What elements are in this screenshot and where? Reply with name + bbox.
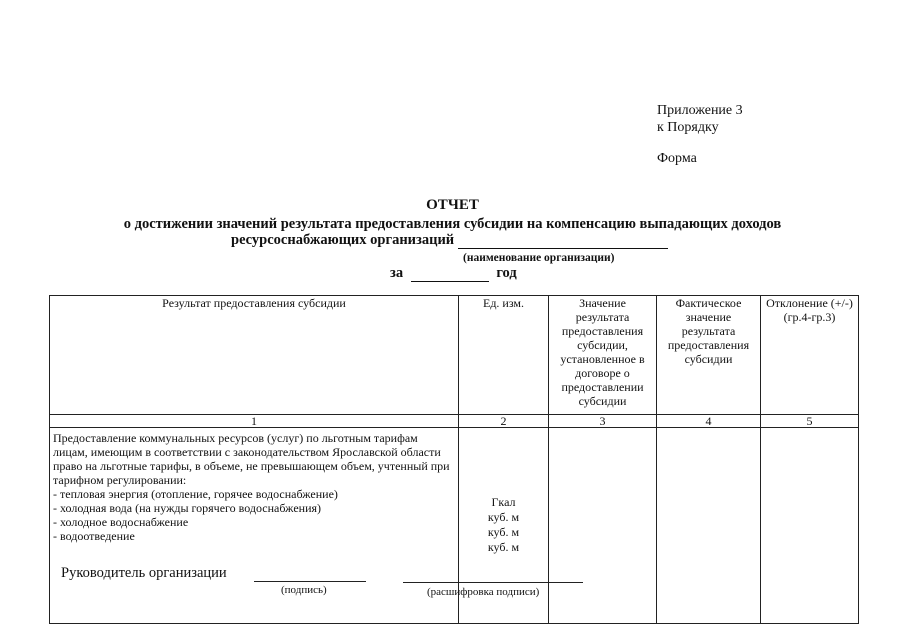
signature-caption: (подпись) (281, 584, 327, 596)
actual-value-cell[interactable] (657, 428, 761, 624)
header-planned-value: Значение результата предоставления субсидии, установленное в договоре о предоставлении субсидии (549, 296, 657, 415)
signature-decoding-caption: (расшифровка подписи) (427, 586, 540, 598)
unit-gcal: Гкал (491, 495, 516, 509)
unit-cubic-meter: куб. м (487, 540, 520, 554)
signature-line[interactable] (254, 581, 366, 582)
report-subtitle-line-1: о достижении значений результата предоставления субсидии на компенсацию выпадающих доходов (123, 216, 782, 232)
column-number-4: 4 (657, 415, 761, 428)
period-prefix: за (390, 265, 404, 281)
report-title: ОТЧЕТ (426, 197, 479, 213)
result-description-cell (50, 428, 459, 624)
resource-item-cold-water: - холодное водоснабжение (53, 515, 189, 529)
appendix-line-1: Приложение 3 (657, 103, 743, 118)
head-of-organization-label: Руководитель организации (61, 565, 227, 581)
planned-value-cell[interactable] (549, 428, 657, 624)
header-deviation: Отклонение (+/-) (гр.4-гр.3) (761, 296, 859, 415)
column-number-row (50, 415, 859, 428)
resource-item-wastewater: - водоотведение (53, 529, 135, 543)
deviation-cell[interactable] (761, 428, 859, 624)
column-number-1: 1 (50, 415, 459, 428)
header-actual-value: Фактическое значение результата предоставления субсидии (657, 296, 761, 415)
unit-cubic-meter: куб. м (487, 510, 520, 524)
unit-cubic-meter: куб. м (487, 525, 520, 539)
header-result: Результат предоставления субсидии (50, 296, 459, 415)
column-number-3: 3 (549, 415, 657, 428)
report-period (390, 265, 517, 282)
org-name-caption: (наименование организации) (463, 252, 615, 264)
table-header-row (50, 296, 859, 415)
appendix-line-2: к Порядку (657, 120, 719, 135)
result-description: Предоставление коммунальных ресурсов (услуг) по льготным тарифам лицам, имеющим в соответствии с законодательством Ярославской области право на льготные тарифы, в объеме, не превышающем объем, учтенный при тарифном регулировании: (53, 431, 450, 487)
header-unit: Ед. изм. (459, 296, 549, 415)
form-label: Форма (657, 151, 697, 166)
signature-decoding-line[interactable] (403, 582, 583, 583)
report-subtitle-line-2 (231, 232, 668, 249)
appendix-reference (657, 102, 743, 136)
column-number-5: 5 (761, 415, 859, 428)
org-name-field[interactable] (458, 248, 668, 249)
resource-item-heat: - тепловая энергия (отопление, горячее водоснабжение) (53, 487, 338, 501)
column-number-2: 2 (459, 415, 549, 428)
year-field[interactable] (411, 281, 489, 282)
period-suffix: год (496, 265, 517, 281)
subtitle-line-2-text: ресурсоснабжающих организаций (231, 232, 455, 248)
resource-item-cold-water-for-hot: - холодная вода (на нужды горячего водоснабжения) (53, 501, 322, 515)
